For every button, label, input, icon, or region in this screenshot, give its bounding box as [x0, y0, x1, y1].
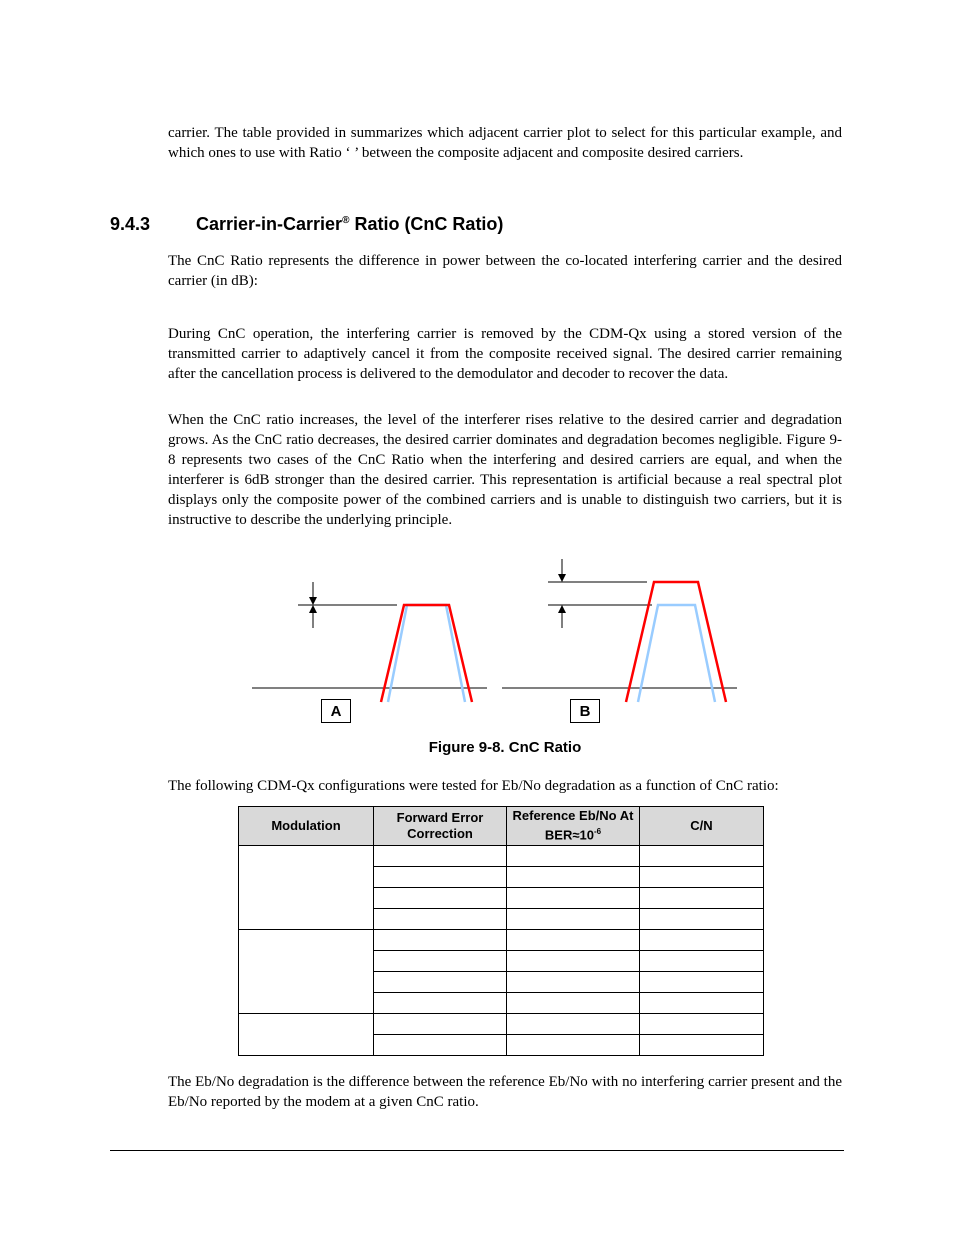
figure-caption: Figure 9-8. CnC Ratio — [428, 739, 582, 756]
table-cell — [507, 1014, 640, 1035]
intro-paragraph: carrier. The table provided in summarizes which adjacent carrier plot to select for this particular example, and which ones to use with Ratio ‘ ’ between the composite adjacent and composite desired carriers. — [168, 125, 842, 161]
table-cell — [374, 972, 507, 993]
table-header-row — [239, 807, 764, 846]
table-cell — [374, 846, 507, 867]
header-reference-ebno — [507, 807, 640, 846]
table-cell — [640, 930, 764, 951]
figure-label-b: B — [570, 699, 600, 723]
table-cell — [507, 993, 640, 1014]
table-row — [239, 930, 764, 951]
table-cell — [507, 951, 640, 972]
table-row — [239, 1014, 764, 1035]
section-number: 9.4.3 — [110, 214, 151, 234]
table-cell — [507, 846, 640, 867]
degradation-paragraph: The Eb/No degradation is the difference between the reference Eb/No with no interfering carrier present and the Eb/No reported by the modem at a given CnC ratio. — [168, 1074, 842, 1110]
cnc-operation-paragraph: During CnC operation, the interfering carrier is removed by the CDM-Qx using a stored version of the transmitted carrier to adaptively cancel it from the composite received signal. The desired carrier remaining after the cancellation process is delivered to the demodulator and decoder to recover the data. — [168, 326, 842, 382]
table-cell — [374, 993, 507, 1014]
table-cell — [374, 930, 507, 951]
table-cell — [640, 846, 764, 867]
arrow-head-up-b — [558, 605, 566, 613]
section-title-rest: Ratio (CnC Ratio) — [349, 214, 504, 234]
arrow-head-down-b — [558, 574, 566, 582]
table-cell — [374, 909, 507, 930]
header-modulation: Modulation — [239, 807, 374, 846]
table-cell — [507, 888, 640, 909]
table-cell — [640, 972, 764, 993]
table-cell — [507, 867, 640, 888]
table-cell — [640, 951, 764, 972]
modulation-cell — [239, 846, 374, 930]
header-reference-ebno-text: Reference Eb/No At BER≈10 — [512, 808, 634, 843]
header-cn: C/N — [640, 807, 764, 846]
table-cell — [640, 1014, 764, 1035]
arrow-head-up-a — [309, 605, 317, 613]
table-cell — [374, 1014, 507, 1035]
table-cell — [640, 888, 764, 909]
cnc-ratio-paragraph: When the CnC ratio increases, the level of the interferer rises relative to the desired carrier and degradation grows. As the CnC ratio decreases, the desired carrier dominates and degradation becomes negligible. Figure 9-8 represents two cases of the CnC Ratio when the interfering and desired carriers are equal, and when the interferer is 6dB stronger than the desired carrier. This representation is artificial because a real spectral plot displays only the composite power of the combined carriers and is unable to distinguish two carriers, but it is instructive to describe the underlying principle. — [168, 412, 842, 528]
header-reference-ebno-exponent: -6 — [593, 827, 602, 837]
table-cell — [640, 909, 764, 930]
table-cell — [374, 1035, 507, 1056]
footer-rule — [110, 1150, 844, 1151]
modulation-cell — [239, 1014, 374, 1056]
desired-carrier-b — [638, 605, 715, 702]
table-cell — [374, 951, 507, 972]
table-row — [239, 846, 764, 867]
registered-mark: ® — [342, 215, 350, 226]
interfering-carrier-a — [381, 605, 472, 702]
table-cell — [374, 888, 507, 909]
table-cell — [640, 993, 764, 1014]
configurations-table — [238, 806, 764, 1056]
table-cell — [640, 1035, 764, 1056]
section-title-main: Carrier-in-Carrier — [196, 214, 343, 234]
table-cell — [374, 867, 507, 888]
configurations-intro-paragraph: The following CDM-Qx configurations were tested for Eb/No degradation as a function of CnC ratio: — [168, 778, 779, 794]
table-cell — [507, 1035, 640, 1056]
header-fec: Forward Error Correction — [374, 807, 507, 846]
table-cell — [640, 867, 764, 888]
figure-label-a: A — [321, 699, 351, 723]
modulation-cell — [239, 930, 374, 1014]
cnc-definition-paragraph: The CnC Ratio represents the difference in power between the co-located interfering carrier and the desired carrier (in dB): — [168, 253, 842, 289]
table-cell — [507, 909, 640, 930]
table-cell — [507, 972, 640, 993]
table-cell — [507, 930, 640, 951]
arrow-head-down-a — [309, 597, 317, 605]
